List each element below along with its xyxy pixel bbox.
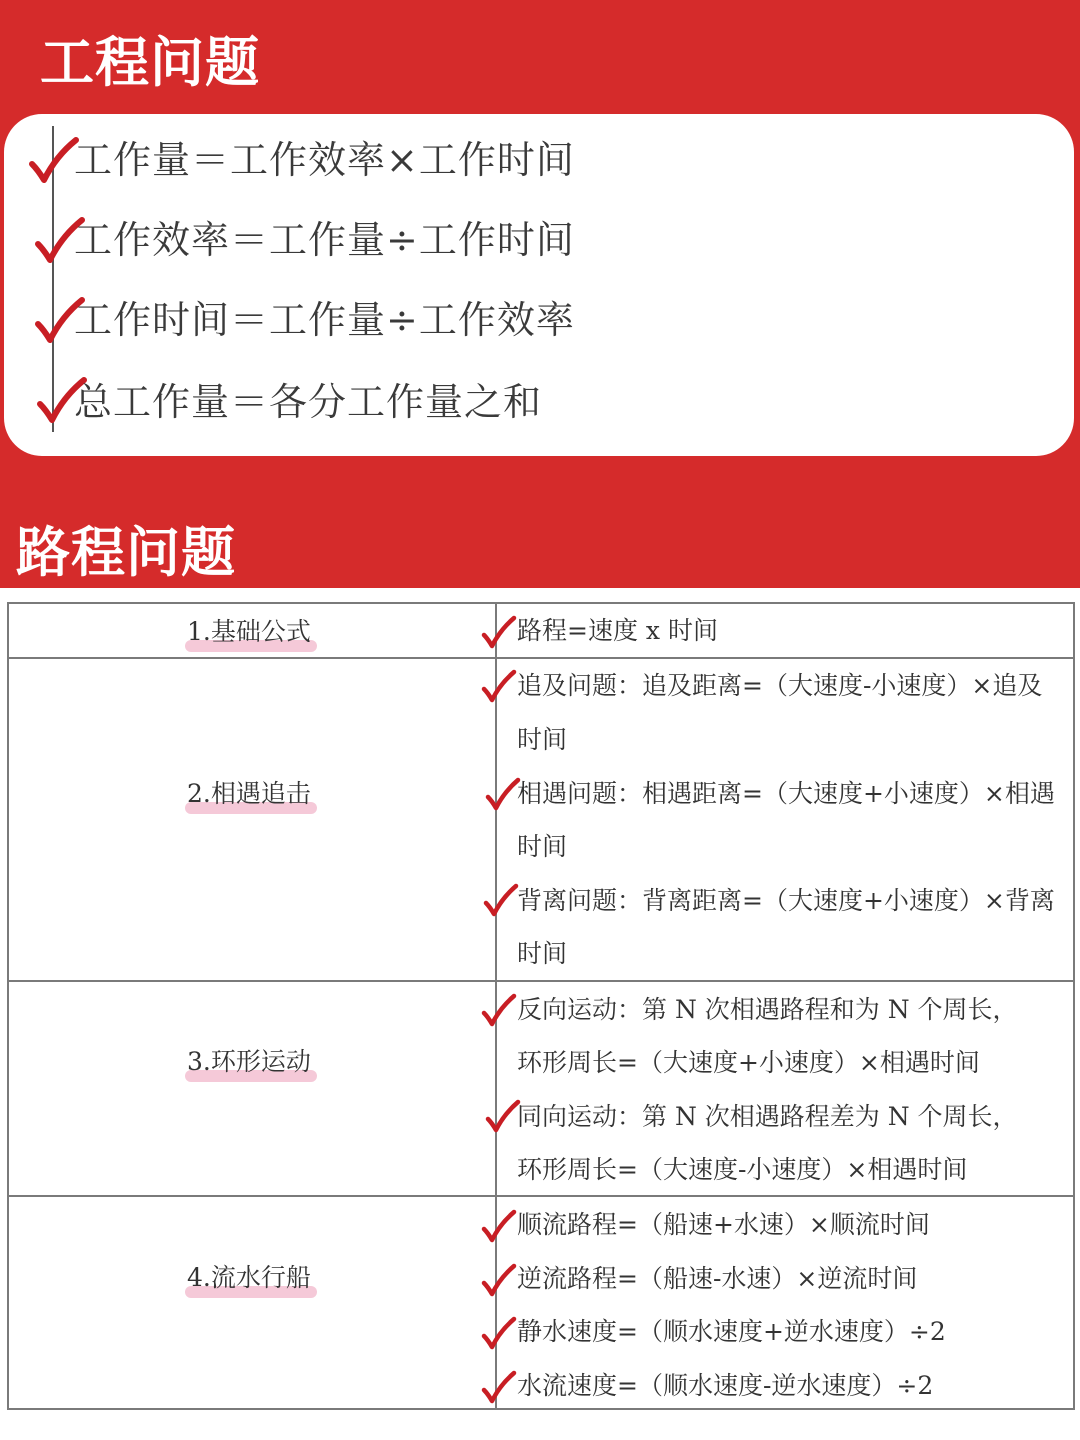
table-category: 1.基础公式 [187, 614, 311, 650]
table-line: 反向运动：第 N 次相遇路程和为 N 个周长， [517, 995, 1018, 1024]
table-row-divider [9, 1195, 1073, 1197]
table-category: 4.流水行船 [187, 1260, 311, 1296]
distance-table [7, 602, 1075, 1410]
table-category: 3.环形运动 [187, 1044, 311, 1080]
table-line: 环形周长=（大速度-小速度）×相遇时间 [517, 1155, 968, 1184]
checkmark-icon [481, 1315, 517, 1351]
checkmark-icon [481, 1262, 517, 1298]
table-line: 时间 [517, 725, 568, 754]
formula-line: 工作时间＝工作量÷工作效率 [74, 298, 575, 342]
table-line: 顺流路程=（船速+水速）×顺流时间 [517, 1210, 930, 1239]
checkmark-icon [481, 668, 517, 704]
table-line: 逆流路程=（船速-水速）×逆流时间 [517, 1264, 918, 1293]
checkmark-icon [483, 882, 519, 918]
table-line: 静水速度=（顺水速度+逆水速度）÷2 [517, 1317, 946, 1346]
table-line: 追及问题：追及距离=（大速度-小速度）×追及 [517, 671, 1043, 700]
table-line: 水流速度=（顺水速度-逆水速度）÷2 [517, 1371, 934, 1400]
checkmark-icon [481, 614, 517, 650]
table-category: 2.相遇追击 [187, 776, 311, 812]
checkmark-icon [485, 1098, 521, 1134]
checkmark-icon [28, 134, 80, 186]
table-row-divider [9, 657, 1073, 659]
table-line: 相遇问题：相遇距离=（大速度+小速度）×相遇 [517, 779, 1055, 808]
table-line: 背离问题：背离距离=（大速度+小速度）×背离 [517, 886, 1055, 915]
checkmark-icon [485, 776, 521, 812]
formula-line: 工作效率＝工作量÷工作时间 [74, 218, 575, 262]
formula-line: 总工作量＝各分工作量之和 [74, 380, 543, 424]
section-title-distance: 路程问题 [16, 521, 236, 584]
table-line: 环形周长=（大速度+小速度）×相遇时间 [517, 1048, 980, 1077]
table-row-divider [9, 980, 1073, 982]
table-line: 时间 [517, 939, 568, 968]
table-line: 路程=速度 x 时间 [517, 616, 718, 645]
checkmark-icon [481, 992, 517, 1028]
checkmark-icon [481, 1208, 517, 1244]
formula-line: 工作量＝工作效率×工作时间 [74, 138, 575, 182]
table-line: 同向运动：第 N 次相遇路程差为 N 个周长， [517, 1102, 1018, 1131]
table-line: 时间 [517, 832, 568, 861]
checkmark-icon [481, 1369, 517, 1405]
section-title-engineering: 工程问题 [40, 31, 260, 94]
